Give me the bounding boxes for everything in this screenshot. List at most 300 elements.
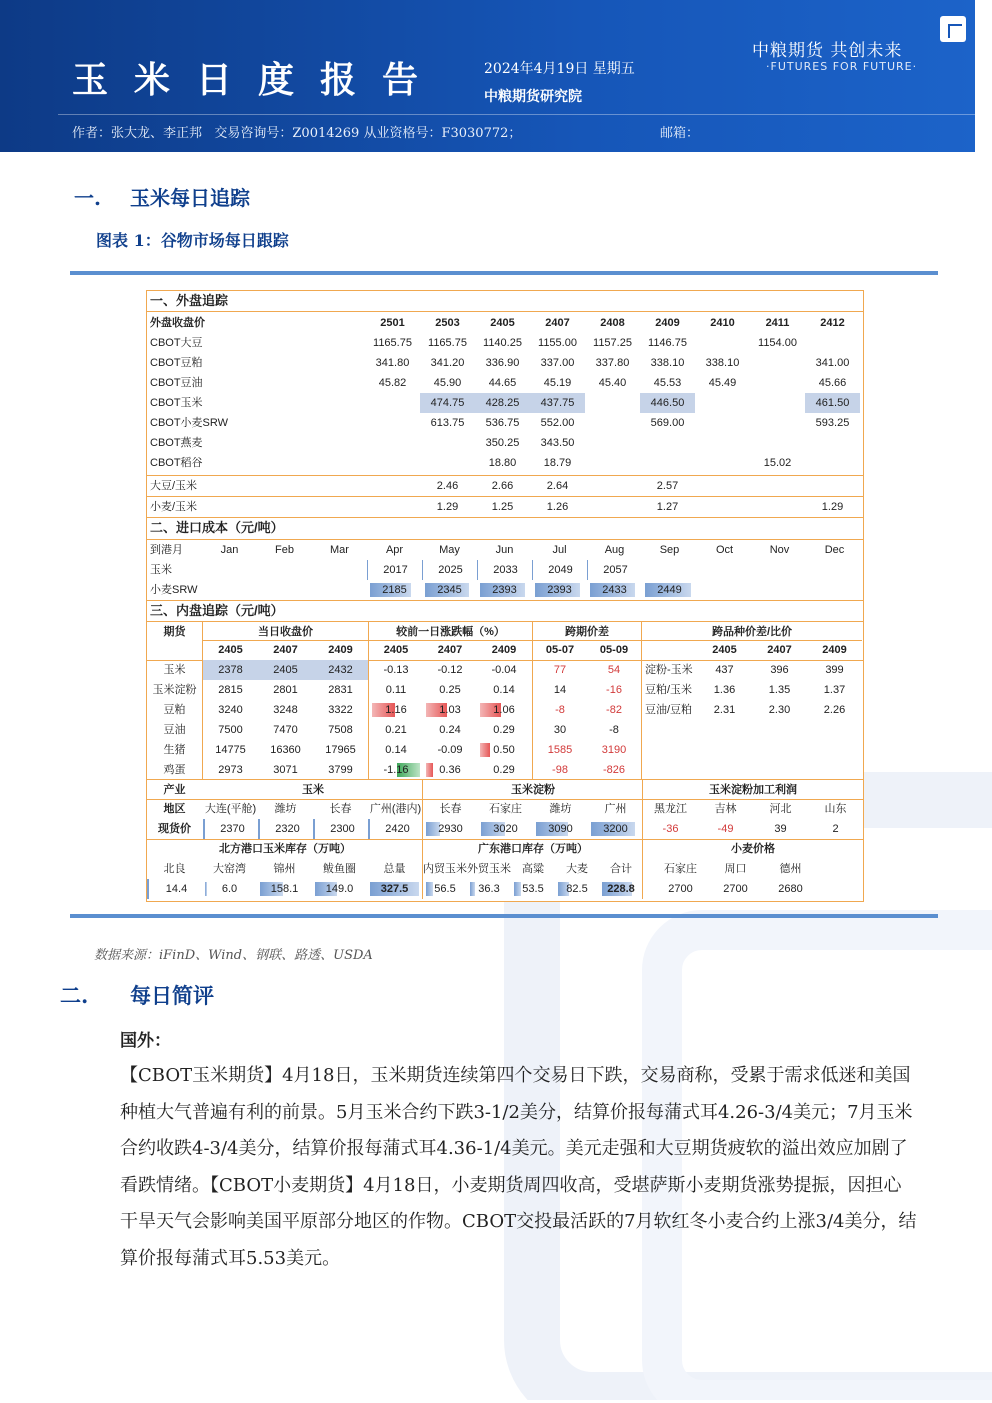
month-header: Aug [604,544,625,556]
report-date: 2024年4月19日 星期五 [484,61,635,77]
report-header [0,0,975,152]
price-cell: 350.25 [485,437,520,449]
external-header-row [147,313,863,333]
price-cell [695,333,750,353]
close-cell: 2815 [218,684,243,696]
change-cell: 0.14 [493,684,515,696]
import-cell [257,560,312,580]
cross-label: 豆粕/玉米 [645,684,693,696]
region-cell: 广州 [604,803,627,815]
row-label: 小麦SRW [150,584,198,596]
close-cell: 2378 [203,660,258,680]
ratio-cell [585,476,640,496]
header-divider [58,114,975,115]
cross-cell [697,740,752,760]
inventory-name: 大麦 [566,863,588,875]
row-label: 豆粕 [163,704,186,716]
cross-cell [697,720,752,740]
grid-line [368,621,369,779]
top-rule [70,271,938,275]
external-price-row [147,353,863,373]
change-cell: -0.13 [383,664,409,676]
month-header: Nov [769,544,790,556]
month-header: Feb [275,544,294,556]
ratio-cell: 2.64 [546,480,569,492]
price-cell: 341.00 [815,357,850,369]
change-cell: 0.29 [493,724,515,736]
section-title: 二、进口成本（元/吨） [150,520,284,535]
data-bar [514,882,521,896]
month-header: Apr [385,544,404,556]
row-label: CBOT稻谷 [150,457,203,469]
external-price-row [147,333,863,353]
price-cell: 15.02 [763,457,792,469]
month-header: Jan [220,544,239,556]
price-cell [750,393,805,413]
price-cell: 338.10 [650,357,685,369]
price-cell: 1140.25 [483,337,522,349]
data-bar [205,882,207,896]
column-header: 2409 [491,644,517,656]
close-cell: 7470 [273,724,298,736]
spot-price-cell: 3090 [533,819,588,839]
domestic-row [147,700,863,720]
price-cell: 18.79 [543,457,572,469]
row-label: CBOT小麦SRW [150,417,229,429]
spread-cell: -82 [606,704,622,716]
price-cell: 45.53 [653,377,682,389]
spot-price-row [147,819,863,839]
spot-price-cell: 2370 [203,819,260,839]
column-header: 2409 [328,644,353,656]
import-cell: 2057 [587,560,643,580]
import-cell [752,580,807,600]
close-cell: 3071 [273,764,298,776]
month-header: Mar [330,544,349,556]
import-cell: 2433 [587,580,642,600]
market-table [146,290,864,902]
subheading-foreign: 国外： [120,1031,171,1051]
cross-label [642,720,700,740]
data-bar [470,882,475,896]
import-cell [202,580,257,600]
price-cell: 337.80 [595,357,630,369]
inventory-name: 内贸玉米 [423,863,467,875]
domestic-row [147,680,863,700]
wheat-price: 2700 [723,883,748,895]
ratio-cell [805,476,860,496]
ratio-cell: 2.46 [436,480,459,492]
month-header: Jul [552,544,567,556]
region-cell: 广州(港内) [369,803,422,815]
region-cell: 潍坊 [274,803,297,815]
external-price-row [147,433,863,453]
change-cell: 0.29 [493,764,515,776]
grid-line [202,621,203,779]
price-cell: 1146.75 [648,337,687,349]
group-header: 当日收盘价 [258,626,313,638]
close-cell: 16360 [270,744,301,756]
price-cell: 45.49 [708,377,737,389]
ratio-cell: 1.29 [821,501,844,513]
price-cell [585,413,640,433]
import-cost-row [147,560,863,580]
price-cell [805,453,860,473]
import-cell [697,580,752,600]
ratio-cell: 2.57 [656,480,679,492]
price-cell [695,413,750,433]
price-cell [585,453,640,473]
header-label: 外盘收盘价 [150,317,205,329]
price-cell: 1157.25 [593,337,632,349]
cross-cell [752,740,807,760]
row-label: 大豆/玉米 [150,480,198,492]
ratio-row [147,497,863,517]
price-cell: 613.75 [430,417,465,429]
close-cell: 3240 [218,704,243,716]
row-label: 豆油 [163,724,186,736]
ratio-cell: 1.29 [436,501,459,513]
import-cell [807,560,862,580]
import-cell: 2185 [367,580,422,600]
row-label: CBOT玉米 [150,397,203,409]
change-cell: -0.12 [437,664,463,676]
change-cell: 0.24 [439,724,461,736]
change-cell: 1.03 [423,700,477,720]
wheat-price: 2700 [668,883,693,895]
month-header: Oct [715,544,734,556]
import-cost-row [147,580,863,600]
group-header: 跨期价差 [565,626,609,638]
inventory-value: 149.0 [312,879,367,899]
column-header: 05-09 [599,644,629,656]
import-cell: 2393 [532,580,587,600]
cross-cell [752,720,807,740]
inventory-value: 6.0 [202,879,257,899]
grid-line [422,780,423,899]
close-cell: 3799 [328,764,353,776]
spread-cell: -8 [609,724,619,736]
domestic-row [147,660,863,680]
group-header: 较前一日涨跌幅（%） [396,626,505,638]
row-label: 玉米淀粉 [152,684,197,696]
data-bar [480,743,490,757]
close-cell: 2405 [258,660,313,680]
cross-cell: 437 [715,664,734,676]
ratio-cell [695,497,750,517]
inventory-group-row [147,839,863,859]
price-cell: 45.82 [378,377,407,389]
price-cell: 336.90 [485,357,520,369]
wheat-price: 2680 [778,883,803,895]
spread-cell: -16 [606,684,622,696]
column-header: 2410 [710,317,735,329]
close-cell: 14775 [215,744,246,756]
spot-price-cell: 2320 [258,819,315,839]
header-label: 现货价 [158,823,191,835]
inventory-name: 北良 [163,863,186,875]
close-cell: 2432 [313,660,368,680]
column-header: 2408 [600,317,625,329]
import-cell: 2017 [367,560,423,580]
inventory-name: 锦州 [273,863,296,875]
company-logo: 中粮期货 共创未来 [752,41,903,61]
price-cell [695,393,750,413]
spread-cell: 77 [553,664,567,676]
profit-cell: 39 [774,823,787,835]
section2-title: 每日简评 [130,983,214,1008]
import-cell [202,560,257,580]
cross-label [642,760,700,780]
close-cell: 3248 [273,704,298,716]
region-cell: 山东 [824,803,847,815]
cross-cell: 1.37 [823,684,846,696]
section1-number: 一. [74,186,101,210]
import-cell: 2393 [477,580,532,600]
column-header: 2407 [273,644,298,656]
change-cell: 0.14 [385,744,407,756]
cross-cell [807,760,862,780]
spot-group-row [147,780,863,800]
row-label: CBOT燕麦 [150,437,203,449]
spread-cell: 14 [553,684,567,696]
group-header: 广东港口库存（万吨） [478,843,588,855]
group-header: 小麦价格 [731,843,775,855]
external-price-row [147,413,863,433]
month-header: May [439,544,460,556]
price-cell [585,433,640,453]
column-header: 2405 [490,317,515,329]
bottom-rule [70,914,938,918]
company-slogan: ·FUTURES FOR FUTURE· [766,60,918,73]
grid-line [147,496,863,497]
spot-price-cell: 3200 [588,819,643,839]
row-label: 玉米 [163,664,186,676]
group-header: 玉米淀粉 [511,784,555,796]
region-cell: 黑龙江 [654,803,687,815]
change-cell: 0.11 [385,684,407,696]
column-header: 2405 [218,644,243,656]
price-cell: 343.50 [540,437,575,449]
import-cell [752,560,807,580]
cross-cell: 2.26 [823,704,846,716]
group-header: 玉米淀粉加工利润 [709,784,797,796]
spread-cell: 1585 [547,744,573,756]
domestic-row [147,720,863,740]
profit-cell: 2 [832,823,839,835]
price-cell: 552.00 [540,417,575,429]
change-cell: -1.16 [369,760,423,780]
ratio-cell [750,497,805,517]
change-cell: -0.04 [491,664,517,676]
column-header: 2405 [383,644,409,656]
cross-label [642,740,700,760]
price-cell [750,373,805,393]
inventory-name: 外贸玉米 [467,863,511,875]
row-label: 鸡蛋 [163,764,186,776]
cross-cell: 1.36 [713,684,736,696]
month-header: Dec [824,544,845,556]
close-cell: 2973 [218,764,243,776]
inventory-value: 327.5 [367,879,422,899]
ratio-cell [365,476,420,496]
price-cell [365,413,420,433]
spot-price-cell: 2300 [313,819,370,839]
group-header: 北方港口玉米库存（万吨） [219,843,351,855]
price-cell [750,353,805,373]
column-header: 2412 [820,317,845,329]
header-label: 产业 [163,784,186,796]
close-cell: 3322 [328,704,353,716]
ratio-cell: 2.66 [491,480,514,492]
price-cell: 1165.75 [373,337,412,349]
import-cell [312,560,367,580]
ratio-cell: 1.27 [656,501,679,513]
grid-line [147,311,863,312]
inventory-name: 高粱 [522,863,544,875]
cross-cell [807,740,862,760]
inventory-value: 228.8 [599,879,643,899]
price-cell: 474.75 [420,393,475,413]
price-cell: 461.50 [805,393,860,413]
group-header: 玉米 [302,784,324,796]
column-header: 2503 [435,317,460,329]
logo-mark-icon [940,16,966,42]
price-cell: 446.50 [640,393,695,413]
price-cell [805,333,860,353]
price-cell [640,433,695,453]
section-title-domestic [147,601,863,621]
import-cell [807,580,862,600]
price-cell [365,453,420,473]
price-cell: 341.80 [375,357,410,369]
cross-cell: 1.35 [768,684,791,696]
region-cell: 长春 [329,803,352,815]
spread-cell: -826 [602,764,626,776]
grid-line [642,780,643,899]
external-price-row [147,393,863,413]
import-cell: 2449 [642,580,697,600]
cross-label: 淀粉-玉米 [645,664,693,676]
price-cell [695,433,750,453]
row-label: 小麦/玉米 [150,501,198,513]
change-cell: 0.25 [439,684,461,696]
spot-region-row [147,799,863,819]
ratio-row [147,476,863,496]
import-cell: 2025 [422,560,478,580]
price-cell: 338.10 [705,357,740,369]
region-cell: 河北 [769,803,792,815]
region-cell: 长春 [439,803,462,815]
external-price-row [147,453,863,473]
price-cell: 44.65 [488,377,517,389]
close-cell: 17965 [325,744,356,756]
price-cell: 45.40 [598,377,627,389]
column-header: 2411 [765,317,790,329]
price-cell: 18.80 [488,457,517,469]
profit-cell: -49 [717,823,734,835]
column-header: 2409 [655,317,680,329]
cross-cell [697,760,752,780]
spread-cell: -98 [552,764,568,776]
ratio-cell: 1.25 [491,501,514,513]
close-cell: 7508 [328,724,353,736]
price-cell [420,453,475,473]
row-label: 生猪 [163,744,186,756]
column-header: 2501 [380,317,405,329]
price-cell [805,433,860,453]
inventory-name: 鲅鱼圈 [323,863,356,875]
price-cell: 1165.75 [428,337,467,349]
inventory-value: 36.3 [467,879,511,899]
grid-line [532,621,533,779]
inventory-value: 14.4 [147,879,204,899]
row-label: CBOT大豆 [150,337,203,349]
import-cell [312,580,367,600]
section-title-external [147,291,863,311]
grid-line [641,621,642,779]
column-header: 05-07 [545,644,575,656]
ratio-cell [585,497,640,517]
month-header: Jun [495,544,514,556]
price-cell [365,433,420,453]
data-bar [426,882,433,896]
cross-cell: 399 [825,664,844,676]
import-cell: 2033 [477,560,533,580]
row-label: 玉米 [150,564,172,576]
inventory-name: 周口 [724,863,747,875]
section-title: 一、外盘追踪 [150,293,229,308]
inventory-value: 158.1 [257,879,312,899]
institute-name: 中粮期货研究院 [484,89,582,105]
row-label: CBOT豆粕 [150,357,203,369]
inventory-name: 德州 [779,863,802,875]
cross-cell [807,720,862,740]
close-cell: 2801 [273,684,298,696]
header-label: 地区 [163,803,186,815]
data-source: 数据来源：iFinD、Wind、钢联、路透、USDA [94,948,373,963]
change-cell: 0.50 [477,740,531,760]
month-header: Sep [659,544,680,556]
section1-title: 玉米每日追踪 [130,186,250,210]
price-cell [585,393,640,413]
import-cell [697,560,752,580]
region-cell: 大连(平舱) [204,803,257,815]
price-cell [365,393,420,413]
import-cell [642,560,697,580]
ratio-cell [365,497,420,517]
close-cell: 7500 [218,724,243,736]
report-title: 玉米日度报告 [72,59,445,101]
price-cell: 437.75 [530,393,585,413]
header-label: 期货 [163,626,186,638]
inventory-name: 合计 [610,863,632,875]
import-cell: 2345 [422,580,477,600]
chart-caption: 图表 1：谷物市场每日跟踪 [96,231,289,250]
price-cell: 1154.00 [758,337,797,349]
change-cell: 1.06 [477,700,531,720]
inventory-name-row [147,859,863,879]
row-label: CBOT豆油 [150,377,203,389]
ratio-cell [695,476,750,496]
author-line: 作者：张大龙、李正邦 交易咨询号：Z0014269 从业资格号：F3030772； [72,126,522,141]
price-cell [695,453,750,473]
cross-cell [752,760,807,780]
import-header-row [147,540,863,560]
column-header: 2407 [545,317,570,329]
price-cell: 1155.00 [538,337,577,349]
profit-cell: -36 [662,823,679,835]
